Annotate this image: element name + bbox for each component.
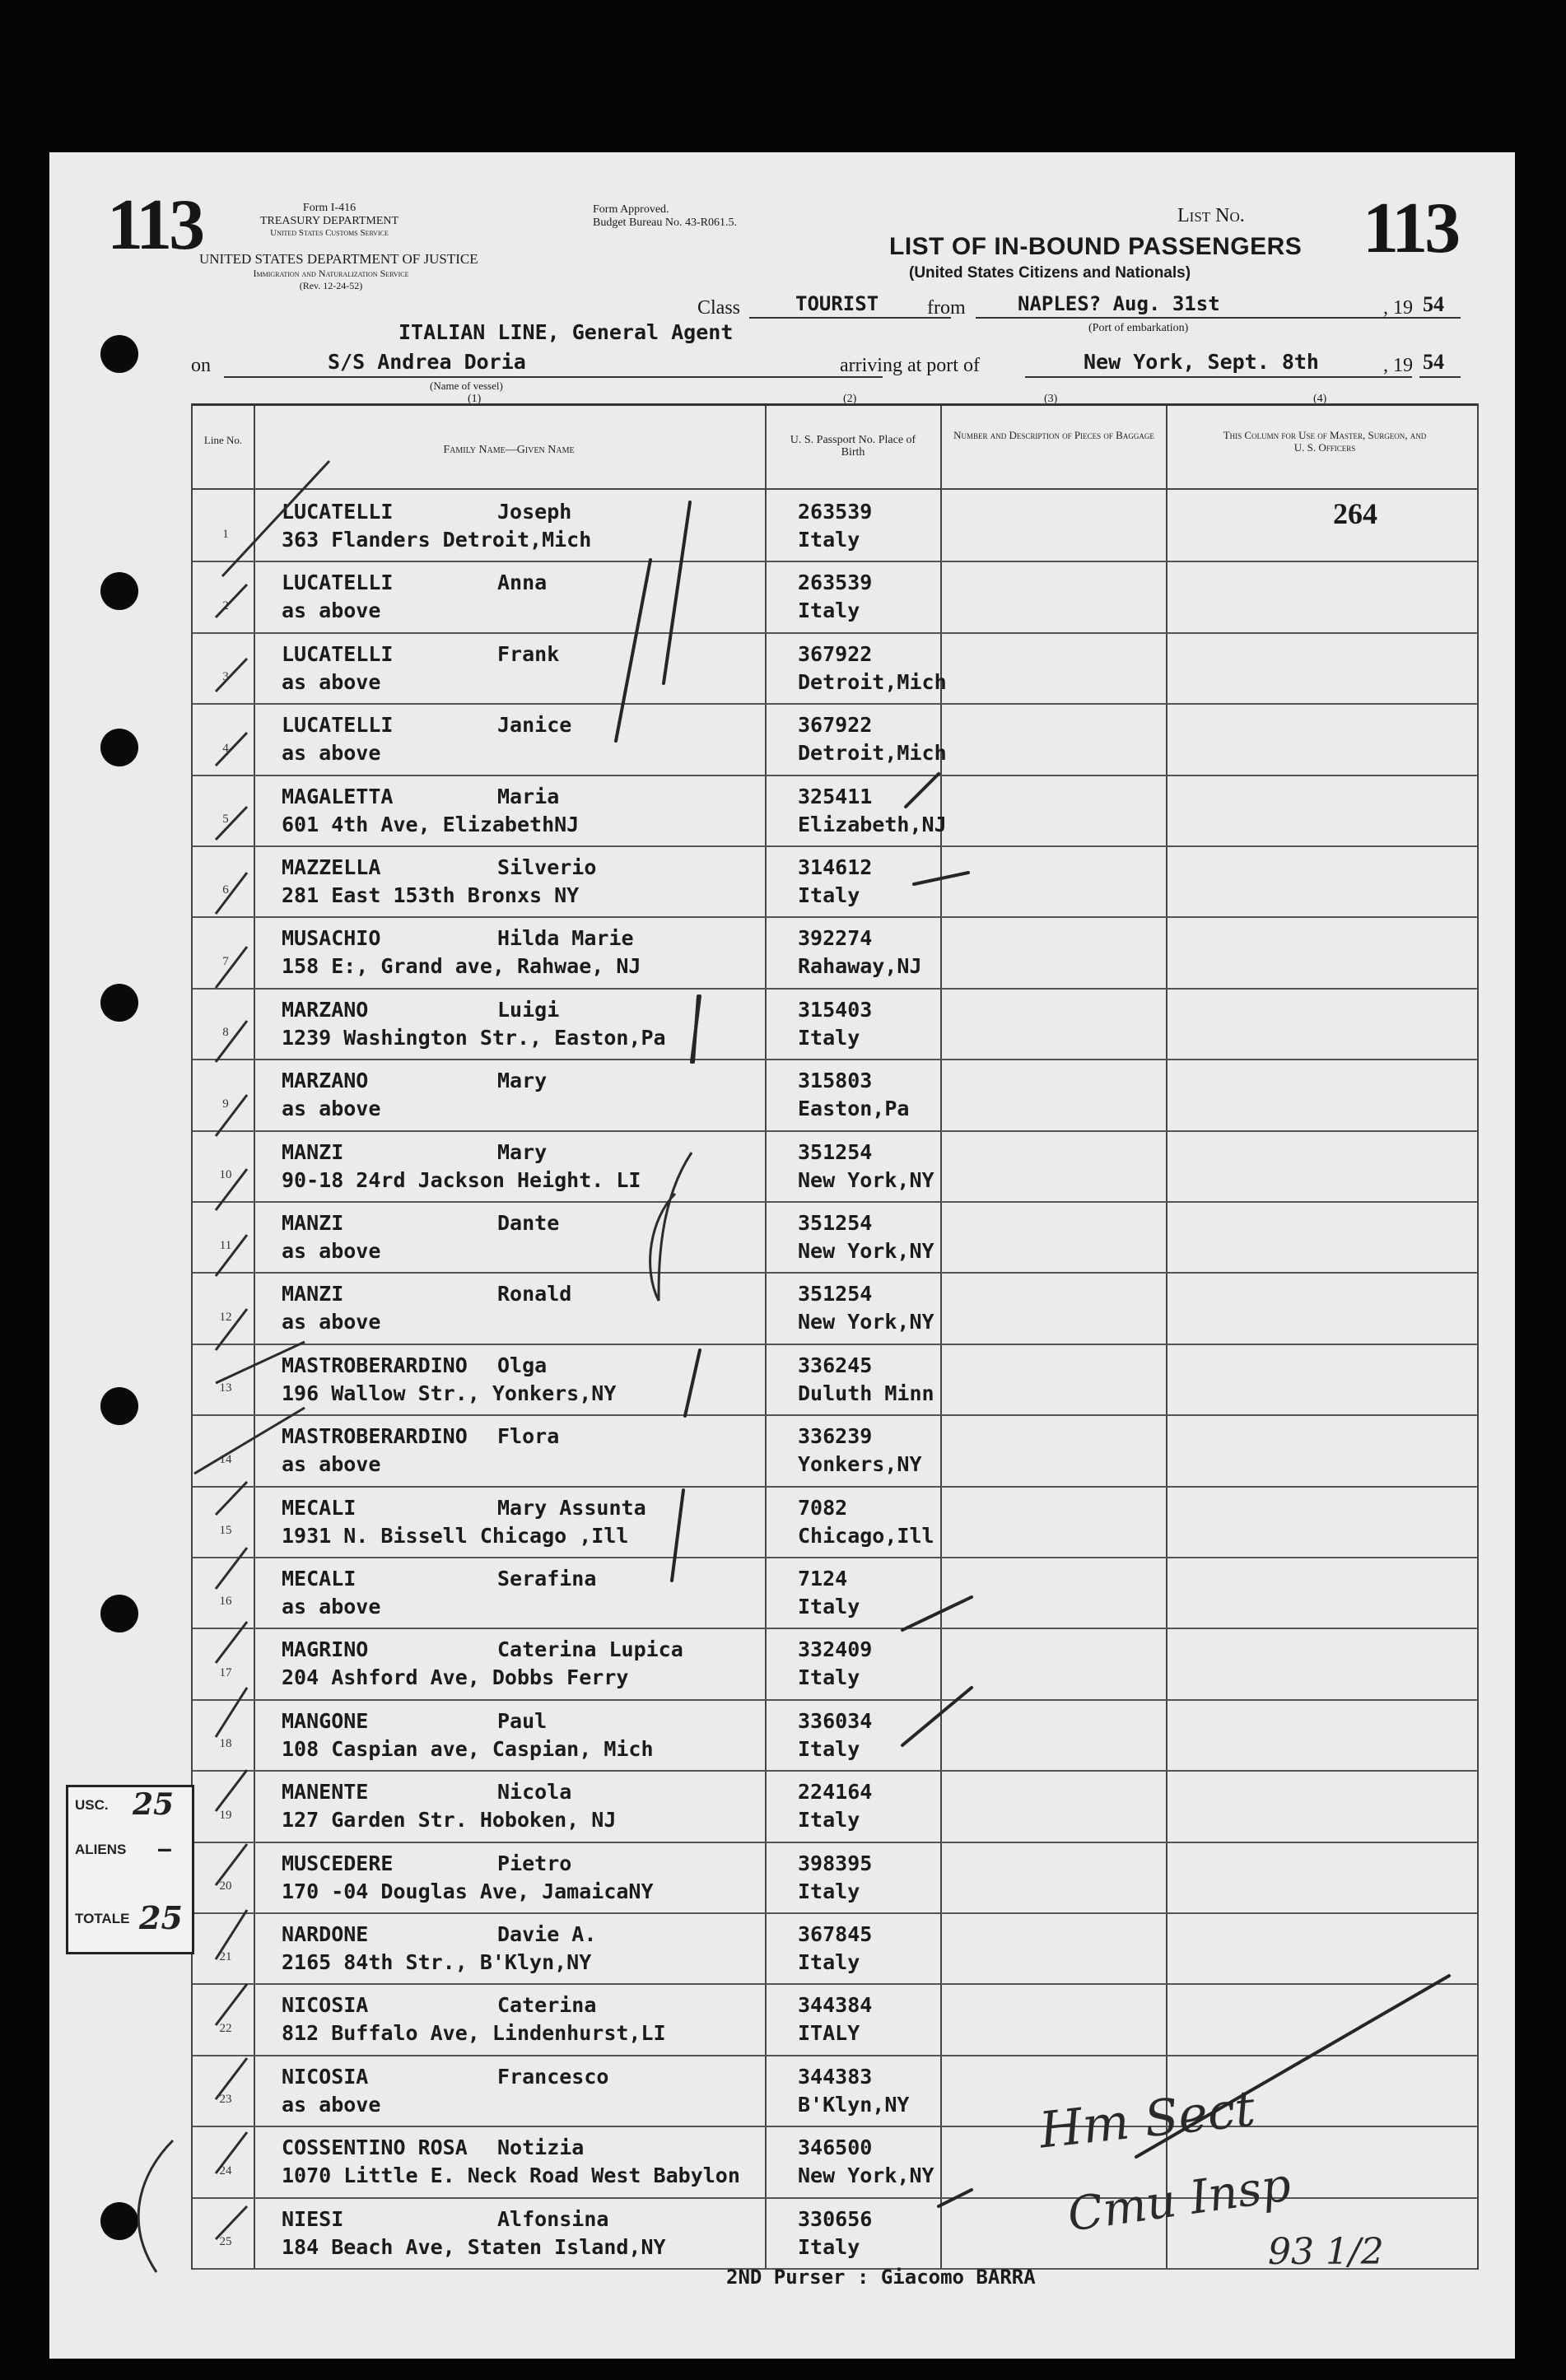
line-number: 4 — [222, 741, 229, 755]
header-baggage: Number and Description of Pieces of Baggage — [953, 429, 1154, 441]
address: as above — [282, 598, 381, 623]
passport-no: 263539 — [798, 571, 873, 595]
address: 184 Beach Ave, Staten Island,NY — [282, 2234, 666, 2259]
family-name: MANENTE — [282, 1780, 369, 1805]
given-name: Hilda Marie — [497, 926, 634, 951]
line-number: 8 — [222, 1026, 229, 1040]
treasury-dept: TREASURY DEPARTMENT — [259, 215, 399, 227]
passport-no: 344384 — [798, 1993, 873, 2018]
customs-service: United States Customs Service — [270, 228, 389, 238]
passport-no: 315803 — [798, 1069, 873, 1093]
column-number-4: (4) — [1313, 393, 1327, 405]
class-label: Class — [697, 297, 741, 319]
family-name: MANZI — [282, 1139, 344, 1164]
family-name: LUCATELLI — [282, 571, 394, 595]
given-name: Flora — [497, 1424, 560, 1449]
line-number: 6 — [222, 883, 229, 897]
line-number: 21 — [219, 1950, 232, 1964]
line-number: 14 — [219, 1452, 232, 1466]
address: 90-18 24rd Jackson Height. LI — [282, 1167, 641, 1192]
place-of-birth: Chicago,Ill — [798, 1523, 934, 1548]
line-number: 19 — [219, 1808, 232, 1822]
given-name: Mary Assunta — [497, 1495, 646, 1520]
address: 281 East 153th Bronxs NY — [282, 883, 580, 907]
place-of-birth: Rahaway,NJ — [798, 954, 922, 979]
given-name: Serafina — [497, 1567, 597, 1591]
handwritten-signature: Hm Sect — [1037, 2080, 1258, 2160]
place-of-birth: Italy — [798, 528, 860, 552]
address: as above — [282, 1595, 381, 1618]
on-label: on — [191, 355, 211, 376]
given-name: Mary — [497, 1069, 548, 1093]
table-row — [193, 2055, 1477, 2127]
table-row — [193, 1770, 1477, 1842]
revision-date: (Rev. 12-24-52) — [299, 280, 363, 291]
address: 601 4th Ave, ElizabethNJ — [282, 812, 580, 836]
family-name: MANZI — [282, 1282, 344, 1306]
place-of-birth: Italy — [798, 883, 860, 907]
place-of-birth: Italy — [798, 1595, 860, 1618]
line-number: 17 — [219, 1665, 232, 1679]
passport-no: 367845 — [798, 1922, 873, 1946]
immigration-service: Immigration and Naturalization Service — [253, 268, 409, 279]
family-name: MARZANO — [282, 1069, 369, 1093]
general-agent: ITALIAN LINE, General Agent — [398, 320, 734, 344]
table-row — [193, 1344, 1477, 1416]
given-name: Luigi — [497, 997, 560, 1022]
table-row — [193, 1557, 1477, 1629]
family-name: MANGONE — [282, 1708, 369, 1733]
place-of-birth: New York,NY — [798, 1310, 934, 1334]
family-name: MUSACHIO — [282, 926, 381, 951]
embarkation-port: NAPLES? Aug. 31st — [1018, 292, 1220, 315]
place-of-birth: New York,NY — [798, 2163, 934, 2188]
passport-no: 351254 — [798, 1282, 873, 1306]
place-of-birth: New York,NY — [798, 1167, 934, 1192]
passport-no: 344383 — [798, 2064, 873, 2089]
vessel-name: S/S Andrea Doria — [328, 350, 526, 374]
place-of-birth: Detroit,Mich — [798, 669, 947, 694]
arriving-label: arriving at port of — [840, 355, 980, 376]
table-row — [193, 1272, 1477, 1344]
line-number: 20 — [219, 1879, 232, 1893]
table-row — [193, 775, 1477, 847]
address: as above — [282, 1310, 381, 1334]
passport-no: 336034 — [798, 1708, 873, 1733]
address: 1070 Little E. Neck Road West Babylon — [282, 2163, 740, 2188]
usc-value: 25 — [133, 1787, 175, 1822]
table-row — [193, 1201, 1477, 1274]
place-of-birth: Italy — [798, 1950, 860, 1974]
table-row — [193, 916, 1477, 989]
punch-hole — [100, 1595, 138, 1632]
given-name: Frank — [497, 641, 560, 666]
address: 127 Garden Str. Hoboken, NJ — [282, 1808, 617, 1833]
vessel-name-note: (Name of vessel) — [430, 380, 503, 392]
family-name: LUCATELLI — [282, 641, 394, 666]
form-number: Form I-416 — [302, 202, 357, 214]
family-name: MASTROBERARDINO — [282, 1353, 468, 1377]
address: 170 -04 Douglas Ave, JamaicaNY — [282, 1879, 654, 1903]
passport-no: 346500 — [798, 2135, 873, 2160]
from-underline — [976, 317, 1420, 319]
line-number: 13 — [219, 1381, 232, 1395]
arrival-underline — [1025, 376, 1412, 378]
passport-no: 392274 — [798, 926, 873, 951]
passport-no: 336245 — [798, 1353, 873, 1377]
list-number-stamp-left: 113 — [107, 185, 203, 265]
passport-no: 263539 — [798, 500, 873, 524]
header-passport: U. S. Passport No. Place of Birth — [790, 434, 916, 459]
line-number: 1 — [222, 528, 229, 542]
address: as above — [282, 1239, 381, 1263]
table-row — [193, 561, 1477, 633]
place-of-birth: Elizabeth,NJ — [798, 812, 947, 836]
family-name: LUCATELLI — [282, 713, 394, 738]
address: 158 E:, Grand ave, Rahwae, NJ — [282, 954, 641, 979]
address: as above — [282, 2092, 381, 2117]
table-row — [193, 632, 1477, 705]
table-row — [193, 490, 1477, 562]
justice-dept: UNITED STATES DEPARTMENT OF JUSTICE — [199, 251, 478, 267]
header-line-no: Line No. — [203, 434, 243, 446]
passport-no: 325411 — [798, 784, 873, 808]
family-name: MAGRINO — [282, 1637, 369, 1662]
place-of-birth: New York,NY — [798, 1239, 934, 1263]
punch-hole — [100, 572, 138, 610]
table-row — [193, 1414, 1477, 1487]
family-name: MUSCEDERE — [282, 1851, 394, 1875]
given-name: Ronald — [497, 1282, 572, 1306]
table-row — [193, 1059, 1477, 1131]
family-name: MARZANO — [282, 997, 369, 1022]
family-name: NIESI — [282, 2206, 344, 2231]
place-of-birth: Italy — [798, 2234, 860, 2259]
punch-hole — [100, 984, 138, 1022]
column-number-1: (1) — [468, 393, 482, 405]
aliens-label: ALIENS — [75, 1842, 127, 1857]
address: as above — [282, 1452, 381, 1477]
place-of-birth: Italy — [798, 1025, 860, 1050]
given-name: Caterina Lupica — [497, 1637, 683, 1662]
table-row — [193, 1699, 1477, 1772]
purser-signature-line: 2ND Purser : Giacomo BARRA — [726, 2266, 1036, 2289]
given-name: Notizia — [497, 2135, 585, 2160]
table-row — [193, 1912, 1477, 1985]
line-number: 16 — [219, 1595, 232, 1609]
line-number: 18 — [219, 1737, 232, 1751]
budget-bureau: Budget Bureau No. 43-R061.5. — [593, 217, 737, 229]
place-of-birth: Italy — [798, 598, 860, 623]
table-row — [193, 1842, 1477, 1914]
passenger-table — [191, 403, 1479, 2270]
place-of-birth: Italy — [798, 1665, 860, 1690]
aliens-value: – — [157, 1833, 172, 1863]
given-name: Anna — [497, 571, 548, 595]
passport-no: 314612 — [798, 855, 873, 879]
place-of-birth: Italy — [798, 1879, 860, 1903]
line-number: 7 — [222, 954, 229, 968]
table-row — [193, 1486, 1477, 1558]
line-number: 3 — [222, 670, 229, 684]
handwritten-signature: Cmu Insp — [1064, 2158, 1294, 2243]
table-row — [193, 988, 1477, 1060]
list-no-label: List No. — [1177, 205, 1245, 226]
punch-hole — [100, 729, 138, 766]
given-name: Olga — [497, 1353, 548, 1377]
place-of-birth: Easton,Pa — [798, 1097, 910, 1121]
arrival-port-date: New York, Sept. 8th — [1084, 350, 1319, 374]
address: 812 Buffalo Ave, Lindenhurst,LI — [282, 2021, 666, 2046]
given-name: Alfonsina — [497, 2206, 609, 2231]
from-label: from — [927, 297, 966, 319]
passport-no: 351254 — [798, 1139, 873, 1164]
place-of-birth: ITALY — [798, 2021, 860, 2046]
line-number: 23 — [219, 2093, 232, 2107]
family-name: MECALI — [282, 1567, 357, 1591]
list-number-stamp-right: 113 — [1363, 189, 1458, 268]
place-of-birth: Duluth Minn — [798, 1381, 934, 1405]
family-name: MAGALETTA — [282, 784, 394, 808]
year-underline-2 — [1419, 376, 1461, 378]
line-number: 2 — [222, 598, 229, 612]
family-name: NARDONE — [282, 1922, 369, 1946]
line-number: 12 — [219, 1310, 232, 1324]
passport-no: 398395 — [798, 1851, 873, 1875]
family-name: MASTROBERARDINO — [282, 1424, 468, 1449]
totale-value: 25 — [139, 1899, 183, 1936]
table-row — [193, 1628, 1477, 1700]
address: as above — [282, 741, 381, 766]
passport-no: 367922 — [798, 641, 873, 666]
column-number-2: (2) — [843, 393, 857, 405]
handwritten-note: 93 1/2 — [1268, 2231, 1384, 2273]
line-number: 25 — [219, 2234, 232, 2248]
line-number: 24 — [219, 2163, 232, 2177]
passport-no: 315403 — [798, 997, 873, 1022]
arrival-year: 54 — [1423, 350, 1444, 374]
totale-label: TOTALE — [75, 1911, 130, 1926]
passport-no: 224164 — [798, 1780, 873, 1805]
table-row — [193, 703, 1477, 775]
passport-no: 7124 — [798, 1567, 848, 1591]
table-row — [193, 1983, 1477, 2056]
line-number: 10 — [219, 1167, 232, 1181]
given-name: Janice — [497, 713, 572, 738]
family-name: LUCATELLI — [282, 500, 394, 524]
punch-hole — [100, 1387, 138, 1425]
given-name: Joseph — [497, 500, 572, 524]
year-prefix-2: , 19 — [1383, 355, 1413, 376]
given-name: Mary — [497, 1139, 548, 1164]
line-number: 5 — [222, 812, 229, 826]
column-number-3: (3) — [1044, 393, 1058, 405]
address: as above — [282, 1097, 381, 1121]
family-name: MECALI — [282, 1495, 357, 1520]
port-of-embarkation-note: (Port of embarkation) — [1088, 322, 1189, 334]
place-of-birth: Italy — [798, 1808, 860, 1833]
given-name: Paul — [497, 1708, 548, 1733]
class-underline — [749, 317, 951, 319]
header-officers: This Column for Use of Master, Surgeon, and U. S. Officers — [1223, 429, 1427, 454]
document-title: LIST OF IN-BOUND PASSENGERS — [889, 233, 1303, 260]
family-name: NICOSIA — [282, 2064, 369, 2089]
address: 2165 84th Str., B'Klyn,NY — [282, 1950, 592, 1974]
given-name: Pietro — [497, 1851, 572, 1875]
passport-no: 351254 — [798, 1211, 873, 1235]
class-value: TOURIST — [795, 292, 879, 315]
table-row — [193, 1130, 1477, 1203]
given-name: Nicola — [497, 1780, 572, 1805]
address: 196 Wallow Str., Yonkers,NY — [282, 1381, 617, 1405]
passport-no: 330656 — [798, 2206, 873, 2231]
line-number: 11 — [219, 1239, 232, 1253]
given-name: Dante — [497, 1211, 560, 1235]
form-approved: Form Approved. — [593, 203, 669, 216]
vessel-underline — [224, 376, 883, 378]
address: 108 Caspian ave, Caspian, Mich — [282, 1736, 654, 1761]
address: as above — [282, 669, 381, 694]
family-name: MANZI — [282, 1211, 344, 1235]
given-name: Caterina — [497, 1993, 597, 2018]
departure-year: 54 — [1423, 292, 1444, 316]
address: 1931 N. Bissell Chicago ,Ill — [282, 1523, 629, 1548]
given-name: Silverio — [497, 855, 597, 879]
passport-no: 7082 — [798, 1495, 848, 1520]
family-name: NICOSIA — [282, 1993, 369, 2018]
punch-hole — [100, 2202, 138, 2240]
given-name: Maria — [497, 784, 560, 808]
header-family-name: Family Name—Given Name — [443, 444, 575, 456]
officer-count: 264 — [1333, 497, 1377, 530]
usc-label: USC. — [75, 1797, 109, 1813]
document-subtitle: (United States Citizens and Nationals) — [909, 264, 1191, 282]
punch-hole — [100, 335, 138, 373]
family-name: COSSENTINO ROSA — [282, 2135, 468, 2160]
year-prefix-1: , 19 — [1383, 297, 1413, 319]
table-row — [193, 845, 1477, 918]
passport-no: 367922 — [798, 713, 873, 738]
line-number: 22 — [219, 2021, 232, 2035]
place-of-birth: Italy — [798, 1736, 860, 1761]
passport-no: 332409 — [798, 1637, 873, 1662]
year-underline-1 — [1419, 317, 1461, 319]
place-of-birth: B'Klyn,NY — [798, 2092, 910, 2117]
place-of-birth: Yonkers,NY — [798, 1452, 922, 1477]
address: 363 Flanders Detroit,Mich — [282, 528, 592, 552]
address: 1239 Washington Str., Easton,Pa — [282, 1025, 666, 1050]
given-name: Davie A. — [497, 1922, 597, 1946]
passport-no: 336239 — [798, 1424, 873, 1449]
line-number: 9 — [222, 1097, 229, 1111]
line-number: 15 — [219, 1523, 232, 1537]
tally-stamp — [66, 1785, 194, 1954]
place-of-birth: Detroit,Mich — [798, 741, 947, 766]
family-name: MAZZELLA — [282, 855, 381, 879]
given-name: Francesco — [497, 2064, 609, 2089]
address: 204 Ashford Ave, Dobbs Ferry — [282, 1665, 629, 1690]
